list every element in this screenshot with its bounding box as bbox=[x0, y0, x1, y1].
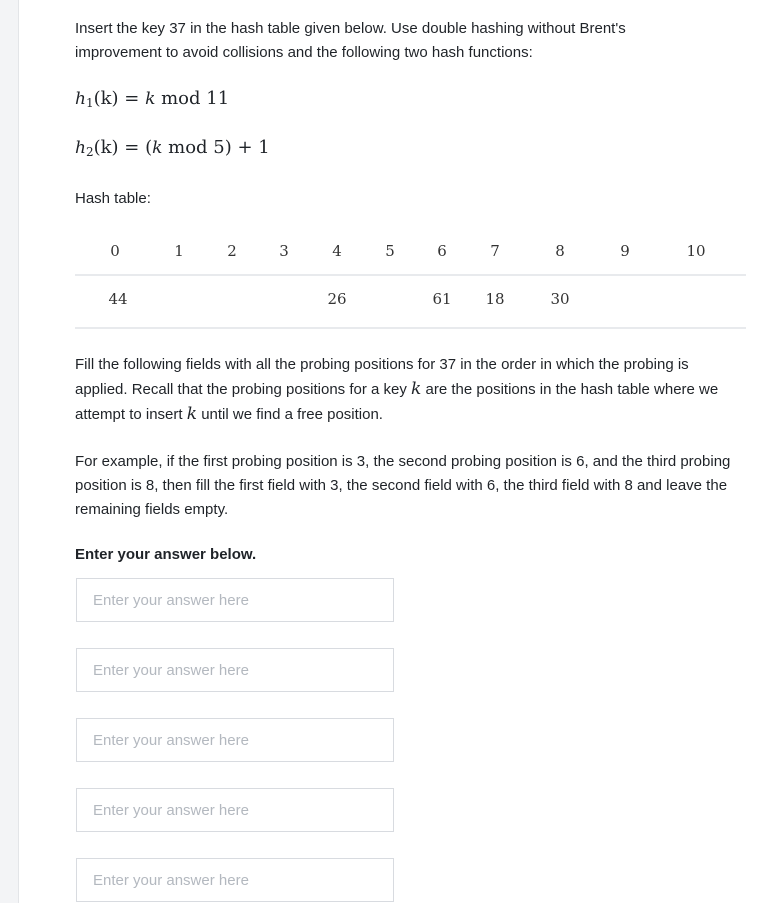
table-index-4: 4 bbox=[332, 242, 342, 260]
table-header-divider bbox=[75, 274, 746, 276]
hash-table-label: Hash table: bbox=[75, 190, 151, 207]
table-index-7: 7 bbox=[490, 242, 500, 260]
table-index-0: 0 bbox=[110, 242, 120, 260]
hash-function-h1: $h_1(k) = k$ mod 11 bbox=[75, 88, 230, 110]
table-index-2: 2 bbox=[227, 242, 237, 260]
answer-input-5[interactable] bbox=[76, 858, 394, 902]
table-cell-0: 44 bbox=[108, 290, 128, 308]
answer-input-1[interactable] bbox=[76, 578, 394, 622]
table-index-5: 5 bbox=[385, 242, 395, 260]
table-index-3: 3 bbox=[279, 242, 289, 260]
answer-input-3[interactable] bbox=[76, 718, 394, 762]
hash-table bbox=[75, 230, 746, 329]
answer-label: Enter your answer below. bbox=[75, 546, 257, 563]
table-cell-6: 61 bbox=[432, 290, 452, 308]
table-index-8: 8 bbox=[555, 242, 565, 260]
table-cell-4: 26 bbox=[327, 290, 347, 308]
question-panel bbox=[18, 0, 768, 903]
fill-instructions: Fill the following fields with all the probing positions for 37 in the order in which the probing is applied. Recall that the probing positions for a key k are the positions in the hash table where we attempt to insert k until we find a free position. bbox=[75, 356, 719, 424]
table-bottom-divider bbox=[75, 327, 746, 329]
question-intro: Insert the key 37 in the hash table given below. Use double hashing without Brent's improvement to avoid collisions and the following two hash functions: bbox=[75, 20, 626, 61]
answer-input-2[interactable] bbox=[76, 648, 394, 692]
table-index-10: 10 bbox=[686, 242, 706, 260]
table-index-9: 9 bbox=[620, 242, 630, 260]
table-index-1: 1 bbox=[174, 242, 184, 260]
hash-function-h2: $h_2(k) = (k$ mod 5) + 1 bbox=[75, 137, 270, 159]
example-instructions: For example, if the first probing position is 3, the second probing position is 6, and the third probing position is 8, then fill the first field with 3, the second field with 6, the third field with 8 and leave the remaining fields empty. bbox=[75, 453, 731, 518]
table-cell-8: 30 bbox=[550, 290, 570, 308]
table-index-6: 6 bbox=[437, 242, 447, 260]
answer-input-4[interactable] bbox=[76, 788, 394, 832]
table-cell-7: 18 bbox=[485, 290, 505, 308]
